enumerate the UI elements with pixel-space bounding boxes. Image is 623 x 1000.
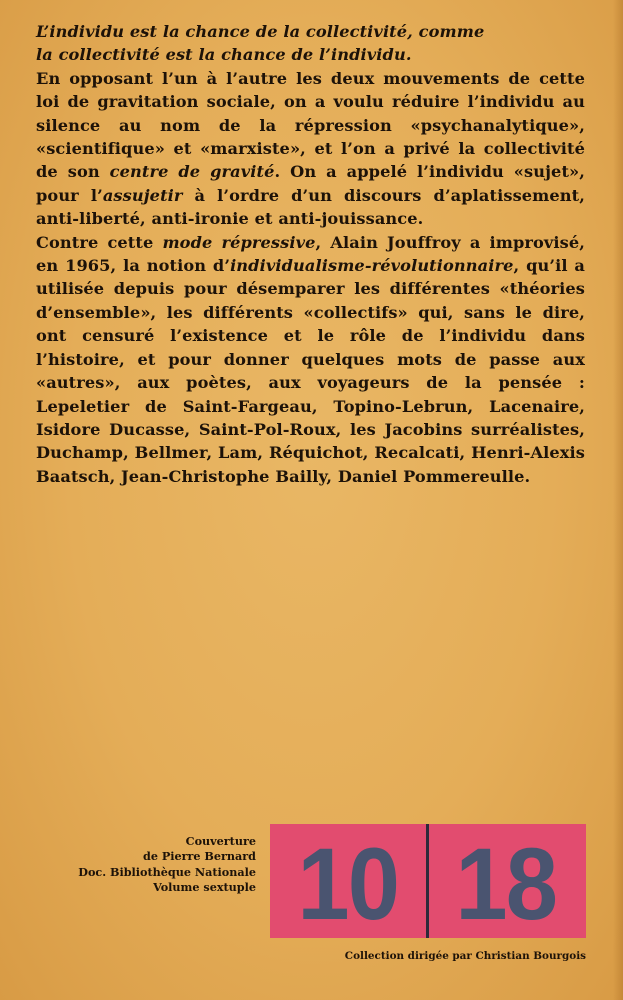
logo-number-10: 10 — [297, 827, 399, 941]
italic-term: centre de gravité — [109, 162, 275, 182]
credit-line: de Pierre Bernard — [143, 849, 256, 864]
collection-director-line: Collection dirigée par Christian Bourgois — [344, 950, 586, 962]
publisher-logo-10-18 — [270, 824, 586, 941]
paragraph-text: , Alain Jouffroy a improvisé, en 1965, la notion d’ — [36, 232, 586, 276]
epigraph — [36, 20, 585, 67]
credit-line: Volume sextuple — [153, 880, 256, 895]
page-edge-shadow — [613, 0, 623, 1000]
logo-number-18: 18 — [455, 827, 557, 941]
italic-term: assujetir — [102, 185, 183, 205]
logo-right-block — [426, 824, 586, 941]
italic-term: individualisme-révolutionnaire — [230, 256, 514, 276]
paragraph-repression — [36, 67, 585, 231]
italic-term: mode répressive — [162, 232, 316, 252]
epigraph-line-2: la collectivité est la chance de l’individu. — [36, 45, 412, 65]
logo-left-block — [270, 824, 426, 941]
epigraph-line-1: L’individu est la chance de la collectivité, comme — [36, 22, 485, 41]
paragraph-text: à l’ordre d’un discours d’aplatissement, anti-liberté, anti-ironie et anti-jouissance. — [36, 185, 585, 229]
back-cover-text — [36, 20, 585, 488]
paragraph-text: Contre cette — [36, 232, 163, 252]
credit-line: Doc. Bibliothèque Nationale — [78, 864, 256, 879]
paragraph-text: , qu’il a utilisée depuis pour désemparer les différentes «théories d’ensemble», les différents «collectifs» qui, sans le dire, ont censuré l’existence et le rôle de l’individu dans l’histoire, et pour donner quelques mots de passe aux «autres», aux poètes, aux voyageurs de la pensée : Lepeletier de Saint-Fargeau, Topino-Lebrun, Lacenaire, Isidore Ducasse, Saint-Pol-Roux, les Jacobins surréalistes, Duchamp, Bellmer, Lam, Réquichot, Recalcati, Henri-Alexis Baatsch, Jean-Christophe Bailly, Daniel Pommereulle. — [36, 256, 585, 486]
cover-credits — [30, 834, 256, 896]
paragraph-text: . On a appelé l’individu «sujet», pour l’ — [36, 162, 585, 205]
paragraph-individualisme — [36, 231, 585, 488]
paragraph-text: En opposant l’un à l’autre les deux mouvements de cette loi de gravitation sociale, on a voulu réduire l’individu au silence au nom de la répression «psychanalytique», «scientifique» et «marxiste», et l’on a privé la collectivité de son — [36, 68, 585, 182]
credit-line: Couverture — [185, 834, 256, 848]
